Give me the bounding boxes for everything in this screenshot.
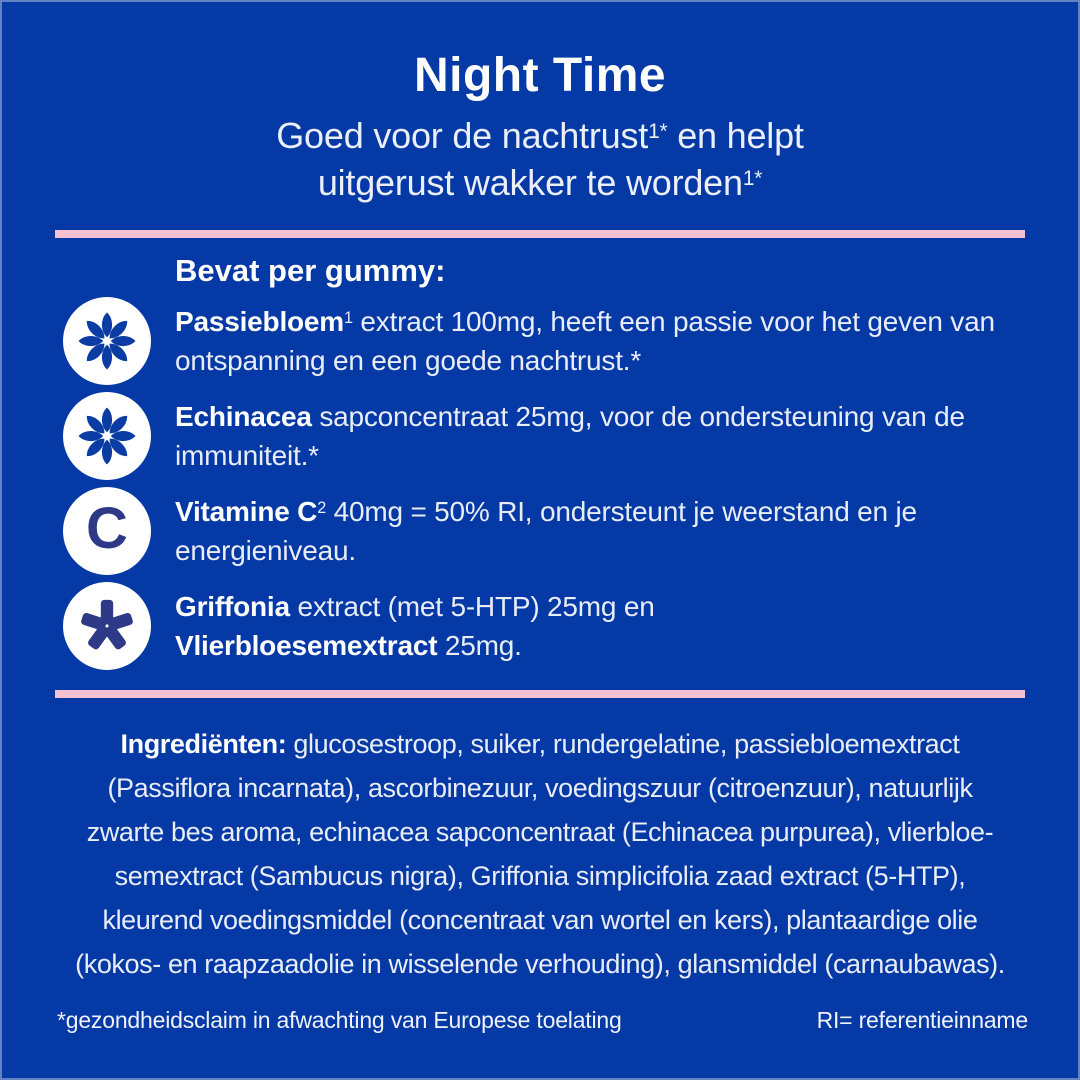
gummy-item-text [175, 587, 655, 665]
pink-divider-top [55, 230, 1025, 238]
claim-line-2 [0, 159, 1080, 206]
ingredients-paragraph [0, 722, 1080, 986]
footnote-ref: 2 [317, 499, 327, 518]
ingredient-description: extract (met 5-HTP) 25mg en [289, 591, 655, 622]
ingredients-line: (kokos- en raapzaadolie in wisselende verhouding), glansmiddel (carnaubawas). [75, 949, 1005, 979]
flower-icon [63, 297, 151, 385]
ingredient-name: Vlierbloesemextract [175, 630, 438, 661]
per-gummy-section [0, 252, 1080, 670]
ingredient-name: Vitamine C [175, 496, 318, 527]
gummy-item-text [175, 492, 1025, 570]
gummy-item-text [175, 397, 1025, 475]
ingredient-description: sapconcentraat 25mg, voor de ondersteuning van de immuniteit.* [175, 401, 965, 471]
ingredient-description: extract 100mg, heeft een passie voor het geven van ontspanning en een goede nachtrust.* [175, 306, 995, 376]
header [0, 0, 1080, 206]
icon-column [55, 487, 175, 575]
section-heading: Bevat per gummy: [175, 253, 446, 288]
ingredients-line: kleurend voedingsmiddel (concentraat van wortel en kers), plantaardige olie [102, 905, 978, 935]
ingredient-description: 25mg. [437, 630, 522, 661]
gummy-item-echinacea [55, 392, 1025, 480]
ingredient-description: 40mg = 50% RI, ondersteunt je weerstand en je energieniveau. [175, 496, 917, 566]
ri-definition: RI= referentieinname [816, 1007, 1028, 1033]
star-icon [63, 582, 151, 670]
footer [57, 1007, 1028, 1034]
claim-text: Goed voor de nachtrust [276, 115, 649, 156]
ingredients-line: semextract (Sambucus nigra), Griffonia simplicifolia zaad extract (5-HTP), [114, 861, 966, 891]
product-claim [0, 112, 1080, 206]
ingredients-line: zwarte bes aroma, echinacea sapconcentraat (Echinacea purpurea), vlierbloe- [86, 817, 994, 847]
gummy-item-text [175, 302, 1025, 380]
pink-divider-bottom [55, 690, 1025, 698]
footnote-ref: 1 [344, 309, 353, 328]
icon-column [55, 392, 175, 480]
ingredients-line [28, 722, 1052, 766]
vitamin-c-icon [63, 487, 151, 575]
gummy-item-griffonia [55, 582, 1025, 670]
product-title: Night Time [413, 49, 667, 102]
gummy-item-passiebloem [55, 297, 1025, 385]
health-claim-footnote: *gezondheidsclaim in afwachting van Europese toelating [57, 1007, 622, 1033]
ingredient-name: Griffonia [175, 591, 290, 622]
ingredients-text: glucosestroop, suiker, rundergelatine, passiebloemextract [286, 729, 960, 759]
ingredients-label: Ingrediënten: [120, 729, 287, 759]
vitamin-c-letter: C [86, 496, 128, 561]
icon-column [55, 582, 175, 670]
ingredient-name: Echinacea [175, 401, 312, 432]
gummy-item-text-line2 [175, 626, 655, 665]
claim-line-1 [0, 112, 1080, 159]
claim-text: en helpt [667, 115, 804, 156]
gummy-item-vitamine-c [55, 487, 1025, 575]
icon-column [55, 297, 175, 385]
footnote-ref: 1* [648, 119, 668, 143]
footnote-ref: 1* [742, 166, 763, 190]
flower-icon [63, 392, 151, 480]
ingredient-name: Passiebloem [175, 306, 344, 337]
ingredients-line: (Passiflora incarnata), ascorbinezuur, voedingszuur (citroenzuur), natuurlijk [107, 773, 973, 803]
claim-text: uitgerust wakker te worden [317, 162, 743, 203]
